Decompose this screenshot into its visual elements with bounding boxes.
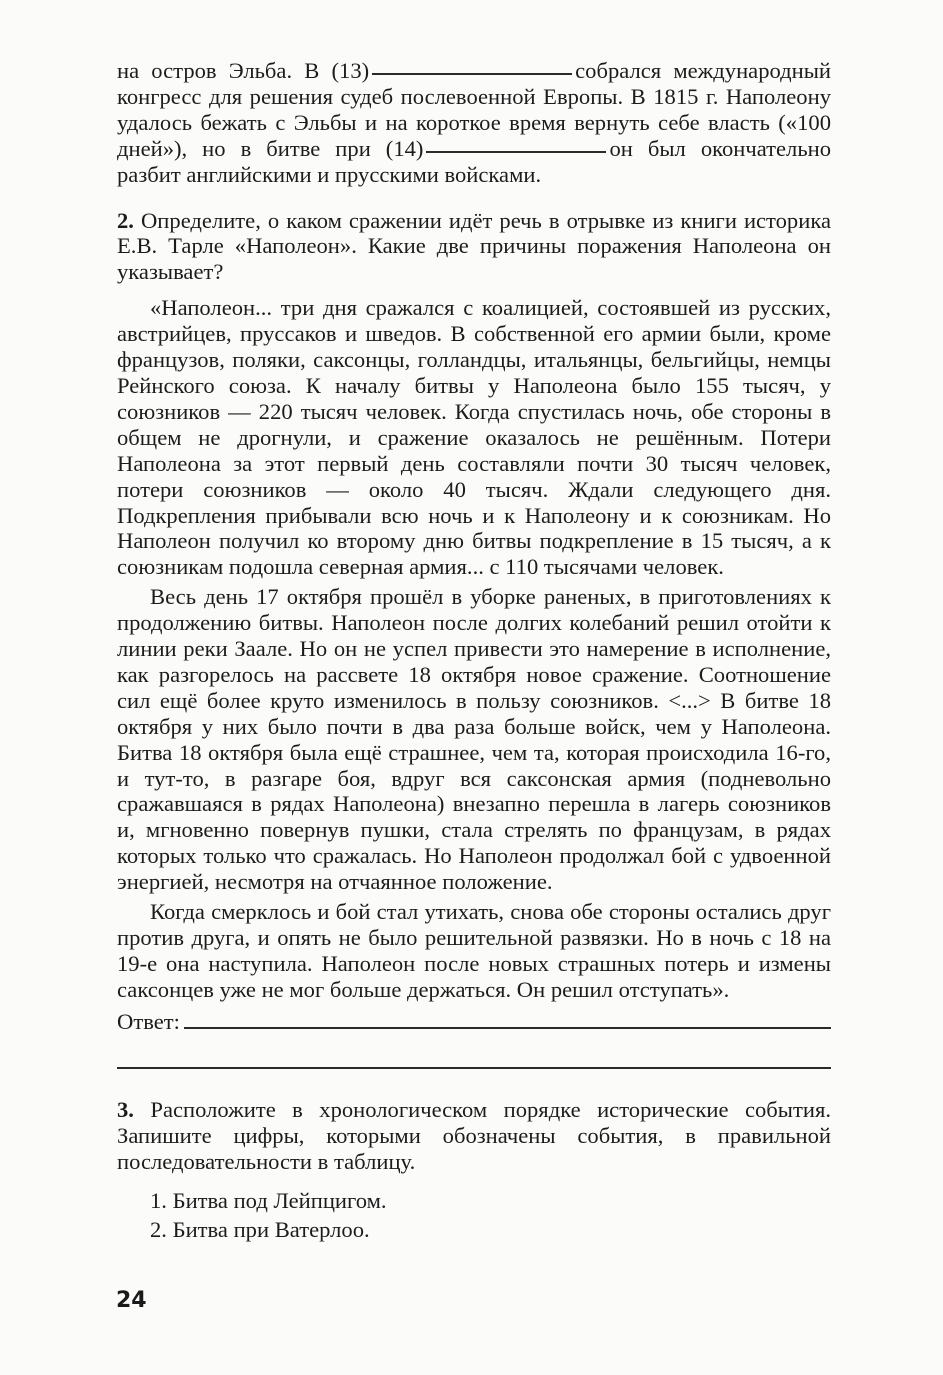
task1-text-c: он был окончательно разбит английскими и прусскими войсками. <box>117 135 832 187</box>
quote-paragraph-3: Когда смерклось и бой стал утихать, снова обе стороны остались друг против друга, и опять не было решительной развязки. Но в ночь с 18 на 19-е она наступила. Наполеон после новых страшных потерь и измены саксонцев уже не мог больше держаться. Он решил отступать». <box>117 899 831 1002</box>
task3-number: 3. <box>117 1096 134 1122</box>
task1-text-a: на остров Эльба. В (13) <box>117 58 370 83</box>
task3-question-text: Расположите в хронологическом порядке исторические события. Запишите цифры, которыми обозначены события, в правильной последовательности в таблицу. <box>117 1096 831 1174</box>
task1-text-b: собрался международный конгресс для решения судеб послевоенной Европы. В 1815 г. Наполеону удалось бежать с Эльбы и на короткое время вернуть себе власть («100 дней»), но в битве при (14) <box>117 58 832 161</box>
blank-13[interactable] <box>372 73 572 75</box>
answer-label: Ответ: <box>117 1008 180 1034</box>
blank-14[interactable] <box>426 151 606 153</box>
answer-line-1[interactable] <box>184 1027 831 1029</box>
task2-question-text: Определите, о каком сражении идёт речь в отрывке из книги историка Е.В. Тарле «Наполеон». Какие две причины поражения Наполеона он указывает? <box>117 207 831 285</box>
task2-number: 2. <box>117 207 134 233</box>
quote-paragraph-2: Весь день 17 октября прошёл в уборке раненых, в приготовлениях к продолжению битвы. Наполеон после долгих колебаний решил отойти к линии реки Заале. Но он не успел привести это намерение в исполнение, как разгорелось на рассвете 18 октября новое сражение. Соотношение сил ещё более круто изменилось в пользу союзников. <...> В битве 18 октября у них было почти в два раза больше войск, чем у Наполеона. Битва 18 октября была ещё страшнее, чем та, которая происходила 16-го, и тут-то, в разгаре боя, вдруг вся саксонская армия (подневольно сражавшаяся в рядах Наполеона) внезапно перешла в лагерь союзников и, мгновенно повернув пушки, стала стрелять по французам, в рядах которых только что сражалась. Но Наполеон продолжал бой с удвоенной энергией, несмотря на отчаянное положение. <box>117 584 831 895</box>
task1-continuation <box>117 58 831 188</box>
task2-question <box>117 208 831 286</box>
answer-row <box>117 1003 831 1035</box>
page-body <box>117 58 831 1244</box>
event-item-2: 2. Битва при Ватерлоо. <box>150 1217 370 1243</box>
page-number: 24 <box>116 1288 147 1313</box>
task3-question <box>117 1097 831 1175</box>
event-item-1: 1. Битва под Лейпцигом. <box>150 1188 387 1214</box>
quote-paragraph-1: «Наполеон... три дня сражался с коалицией, состоявшей из русских, австрийцев, пруссаков и шведов. В собственной его армии были, кроме французов, поляки, саксонцы, голландцы, итальянцы, бельгийцы, немцы Рейнского союза. К началу битвы у Наполеона было 155 тысяч, у союзников — 220 тысяч человек. Когда спустилась ночь, обе стороны в общем не дрогнули, и сражение оказалось не решённым. Потери Наполеона за этот первый день составляли почти 30 тысяч человек, потери союзников — около 40 тысяч. Ждали следующего дня. Подкрепления прибывали всю ночь и к Наполеону и к союзникам. Но Наполеон получил ко второму дню битвы подкрепление в 15 тысяч, а к союзникам подошла северная армия... с 110 тысячами человек. <box>117 295 831 580</box>
